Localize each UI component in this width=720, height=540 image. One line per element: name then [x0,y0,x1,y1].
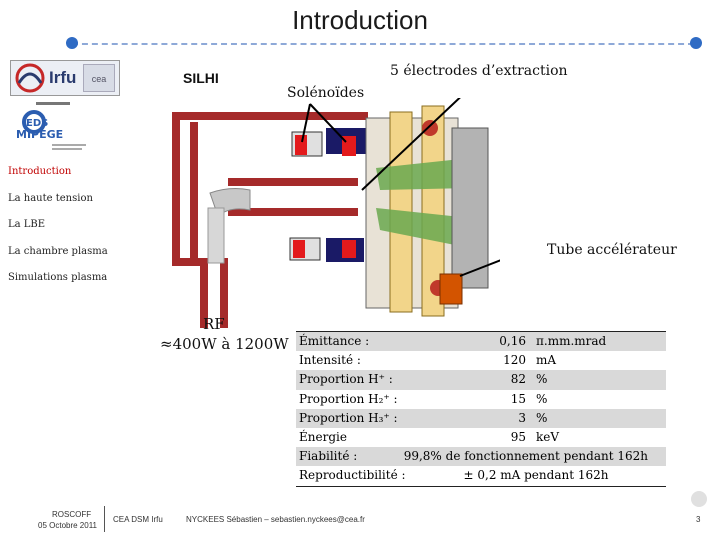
solenoides-label: Solénoïdes [287,85,365,101]
rf-label: RF [203,315,225,333]
param-name: Proportion H₃⁺ : [299,410,398,425]
param-value: 95 [510,429,526,444]
page-number-badge [691,491,707,507]
param-value: 0,16 [499,334,526,348]
param-unit: π.mm.mrad [536,334,607,348]
param-name: Reproductibilité : [299,468,406,483]
parameters-table [296,332,666,486]
divider-dot-right [690,37,702,49]
table-row [296,390,666,409]
eds-logo-text: EDS [26,118,49,129]
table-row [296,409,666,428]
irfu-logo [10,60,120,96]
mipege-logo [14,102,88,154]
nav-item-chambre-plasma[interactable]: La chambre plasma [8,246,108,257]
param-value: ± 0,2 mA pendant 162h [463,468,609,483]
footer-separator [104,506,105,532]
title-divider [72,43,694,45]
irfu-emblem-icon [13,61,47,95]
tube-accelerateur-label: Tube accélérateur [547,242,677,258]
rf-power-label: ≈400W à 1200W [160,335,289,353]
param-unit: mA [536,353,557,368]
table-row [296,447,666,466]
param-unit: keV [536,429,560,444]
table-row [296,370,666,389]
param-name: Émittance : [299,334,370,348]
silhi-label: SILHI [183,70,219,86]
param-name: Proportion H₂⁺ : [299,391,398,406]
table-bottom-border [296,486,666,487]
param-unit: % [536,372,548,387]
divider-dot-left [66,37,78,49]
param-value: 120 [503,353,526,368]
param-value: 15 [510,391,526,406]
footer-author: NYCKEES Sébastien – sebastien.nyckees@cea.fr [186,515,365,524]
slide-title: Introduction [292,5,428,35]
table-row [296,428,666,447]
page-number: 3 [696,515,701,524]
footer-org: CEA DSM Irfu [113,515,163,524]
table-row [296,332,666,351]
param-name: Énergie [299,429,347,444]
param-value: 82 [510,372,526,387]
param-value: 99,8% de fonctionnement pendant 162h [403,449,648,464]
param-name: Fiabilité : [299,449,358,464]
footer-date: 05 Octobre 2011 [38,521,98,530]
table-row [296,351,666,370]
nav-item-haute-tension[interactable]: La haute tension [8,193,93,204]
nav-item-simulations-plasma[interactable]: Simulations plasma [8,272,108,283]
table-row [296,466,666,485]
param-unit: % [536,391,548,406]
cea-logo: cea [83,64,115,92]
param-name: Proportion H⁺ : [299,372,393,387]
irfu-logo-text: Irfu [49,68,77,87]
footer-location: ROSCOFF [52,510,92,519]
nav-item-introduction[interactable]: Introduction [8,166,72,177]
electrodes-label: 5 électrodes d’extraction [390,63,568,79]
nav-item-lbe[interactable]: La LBE [8,219,46,230]
param-unit: % [536,410,548,425]
mipege-logo-text: MIPEGE [16,128,64,141]
param-name: Intensité : [299,353,361,368]
ion-source-diagram [170,98,500,330]
param-value: 3 [518,410,526,425]
